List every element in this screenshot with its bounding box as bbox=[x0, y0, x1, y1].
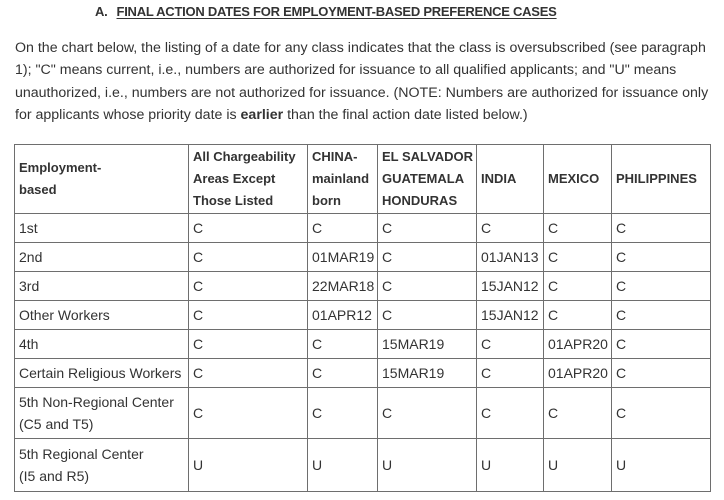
header-philippines bbox=[612, 145, 711, 214]
row-label: 2nd bbox=[15, 243, 189, 272]
cell-china-mainland-born: 22MAR18 bbox=[308, 272, 378, 301]
table-row-4th bbox=[15, 330, 711, 359]
header-line: EL SALVADOR bbox=[382, 149, 474, 164]
row-label-line: 5th Regional Center bbox=[19, 446, 144, 462]
table-row-1st bbox=[15, 214, 711, 243]
header-line: GUATEMALA bbox=[382, 171, 465, 186]
table-row-2nd bbox=[15, 243, 711, 272]
cell-philippines: C bbox=[612, 301, 711, 330]
table-row-3rd bbox=[15, 272, 711, 301]
intro-line bbox=[15, 104, 708, 126]
cell-all-chargeability: C bbox=[189, 359, 308, 388]
cell-all-chargeability: C bbox=[189, 243, 308, 272]
cell-philippines: C bbox=[612, 243, 711, 272]
cell-all-chargeability: U bbox=[189, 439, 308, 492]
cell-china-mainland-born: 01APR12 bbox=[308, 301, 378, 330]
cell-el-salvador-guatemala-honduras: C bbox=[378, 243, 477, 272]
header-mexico bbox=[544, 145, 612, 214]
cell-china-mainland-born: C bbox=[308, 359, 378, 388]
cell-mexico: C bbox=[544, 214, 612, 243]
cell-el-salvador-guatemala-honduras: U bbox=[378, 439, 477, 492]
cell-mexico: C bbox=[544, 272, 612, 301]
cell-mexico: C bbox=[544, 243, 612, 272]
cell-india: U bbox=[477, 439, 544, 492]
cell-india: 15JAN12 bbox=[477, 301, 544, 330]
cell-mexico: 01APR20 bbox=[544, 330, 612, 359]
cell-india: C bbox=[477, 359, 544, 388]
row-label-line: (C5 and T5) bbox=[19, 416, 94, 432]
row-label: 3rd bbox=[15, 272, 189, 301]
intro-emphasis: earlier bbox=[240, 106, 284, 123]
header-line: based bbox=[19, 182, 57, 197]
header-line: PHILIPPINES bbox=[616, 171, 697, 186]
cell-el-salvador-guatemala-honduras: C bbox=[378, 272, 477, 301]
row-label: Certain Religious Workers bbox=[15, 359, 189, 388]
cell-china-mainland-born: 01MAR19 bbox=[308, 243, 378, 272]
cell-philippines: U bbox=[612, 439, 711, 492]
header-line: born bbox=[312, 193, 341, 208]
header-line: Those Listed bbox=[193, 193, 274, 208]
cell-all-chargeability: C bbox=[189, 301, 308, 330]
row-label: 4th bbox=[15, 330, 189, 359]
table-header-row bbox=[15, 145, 711, 214]
row-label bbox=[15, 439, 189, 492]
cell-china-mainland-born: C bbox=[308, 330, 378, 359]
cell-india: 15JAN12 bbox=[477, 272, 544, 301]
header-all-chargeability bbox=[189, 145, 308, 214]
intro-line: 1); "C" means current, i.e., numbers are authorized for issuance to all qualified applicants; and "U" means bbox=[15, 62, 677, 79]
header-line: INDIA bbox=[481, 171, 517, 186]
intro-paragraph bbox=[15, 37, 708, 126]
table-row-other-workers bbox=[15, 301, 711, 330]
header-line: Employment- bbox=[19, 160, 102, 175]
intro-line: On the chart below, the listing of a date for any class indicates that the class is oversubscribed (see paragraph bbox=[15, 40, 706, 56]
table-row-5th-regional-center bbox=[15, 439, 711, 492]
cell-philippines: C bbox=[612, 214, 711, 243]
cell-india: C bbox=[477, 388, 544, 439]
cell-mexico: U bbox=[544, 439, 612, 492]
intro-line: unauthorized, i.e., numbers are not authorized for issuance. (NOTE: Numbers are authorized for issuance only bbox=[15, 84, 709, 101]
intro-text: than the final action date listed below.) bbox=[283, 106, 528, 123]
cell-el-salvador-guatemala-honduras: C bbox=[378, 214, 477, 243]
cell-china-mainland-born: C bbox=[308, 388, 378, 439]
cell-mexico: 01APR20 bbox=[544, 359, 612, 388]
section-letter: A. bbox=[95, 4, 108, 19]
cell-all-chargeability: C bbox=[189, 272, 308, 301]
cell-el-salvador-guatemala-honduras: C bbox=[378, 301, 477, 330]
final-action-dates-table bbox=[14, 144, 711, 492]
cell-all-chargeability: C bbox=[189, 388, 308, 439]
header-employment-based bbox=[15, 145, 189, 214]
cell-mexico: C bbox=[544, 388, 612, 439]
header-line: MEXICO bbox=[548, 171, 600, 186]
table-row-certain-religious-workers bbox=[15, 359, 711, 388]
cell-india: C bbox=[477, 330, 544, 359]
row-label-line: (I5 and R5) bbox=[19, 468, 90, 484]
header-china-mainland-born bbox=[308, 145, 378, 214]
cell-india: C bbox=[477, 214, 544, 243]
section-heading bbox=[95, 2, 557, 22]
cell-india: 01JAN13 bbox=[477, 243, 544, 272]
cell-mexico: C bbox=[544, 301, 612, 330]
cell-el-salvador-guatemala-honduras: 15MAR19 bbox=[378, 330, 477, 359]
cell-el-salvador-guatemala-honduras: C bbox=[378, 388, 477, 439]
header-line: HONDURAS bbox=[382, 193, 458, 208]
row-label bbox=[15, 388, 189, 439]
cell-philippines: C bbox=[612, 272, 711, 301]
cell-philippines: C bbox=[612, 388, 711, 439]
cell-philippines: C bbox=[612, 359, 711, 388]
cell-all-chargeability: C bbox=[189, 214, 308, 243]
cell-philippines: C bbox=[612, 330, 711, 359]
intro-text: for applicants whose priority date is bbox=[15, 106, 241, 123]
cell-china-mainland-born: C bbox=[308, 214, 378, 243]
row-label-line: 5th Non-Regional Center bbox=[19, 394, 174, 410]
cell-china-mainland-born: U bbox=[308, 439, 378, 492]
cell-all-chargeability: C bbox=[189, 330, 308, 359]
header-line: All Chargeability bbox=[193, 149, 296, 164]
row-label: Other Workers bbox=[15, 301, 189, 330]
row-label: 1st bbox=[15, 214, 189, 243]
header-el-salvador-guatemala-honduras bbox=[378, 145, 477, 214]
header-line: mainland bbox=[312, 171, 370, 186]
table-row-5th-non-regional-center bbox=[15, 388, 711, 439]
header-india bbox=[477, 145, 544, 214]
section-title: FINAL ACTION DATES FOR EMPLOYMENT-BASED PREFERENCE CASES bbox=[116, 4, 557, 19]
header-line: Areas Except bbox=[193, 171, 276, 186]
header-line: CHINA- bbox=[312, 149, 358, 164]
cell-el-salvador-guatemala-honduras: 15MAR19 bbox=[378, 359, 477, 388]
